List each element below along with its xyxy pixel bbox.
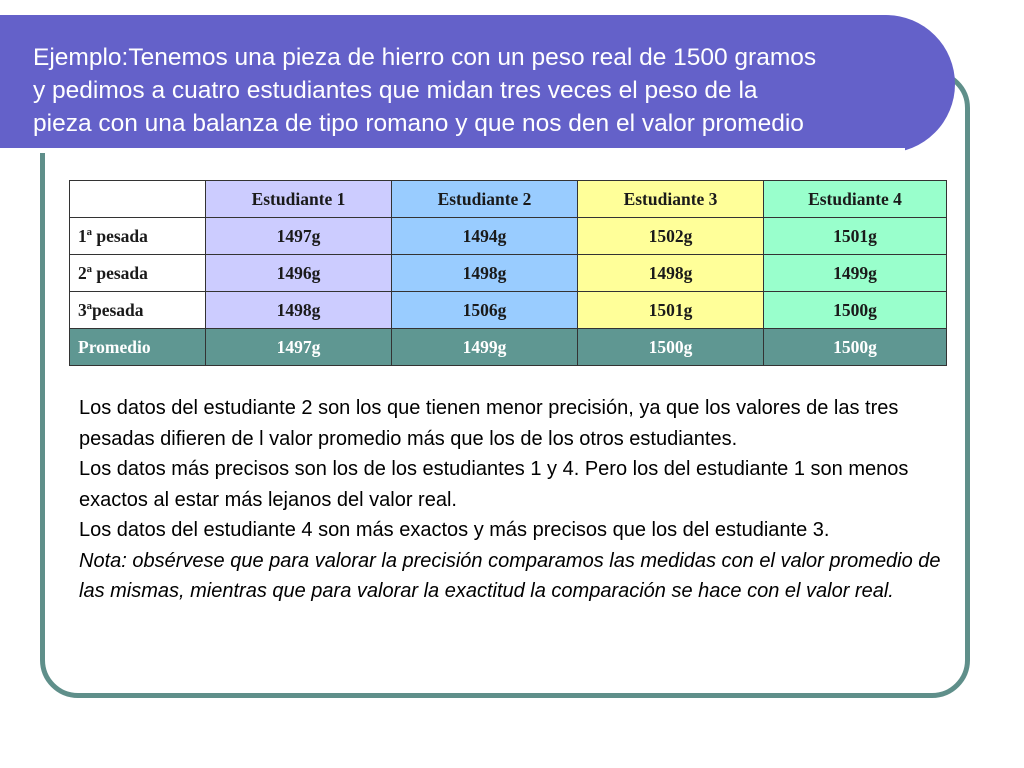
average-cell: 1500g bbox=[578, 329, 764, 366]
header-student-1: Estudiante 1 bbox=[206, 181, 392, 218]
title-line-3: pieza con una balanza de tipo romano y que nos den el valor promedio bbox=[33, 110, 804, 137]
title-bar bbox=[0, 15, 955, 153]
paragraph: Los datos más precisos son los de los estudiantes 1 y 4. Pero los del estudiante 1 son menos exactos al estar más lejanos del valor real. bbox=[79, 458, 909, 511]
table-cell: 1497g bbox=[206, 218, 392, 255]
table-cell: 1502g bbox=[578, 218, 764, 255]
title-line-2: y pedimos a cuatro estudiantes que midan tres veces el peso de la bbox=[33, 77, 758, 104]
average-row bbox=[70, 329, 947, 366]
row-label: 2ª pesada bbox=[70, 255, 206, 292]
title-underline bbox=[0, 148, 905, 153]
row-label: 3ªpesada bbox=[70, 292, 206, 329]
title-line-1: Ejemplo:Tenemos una pieza de hierro con un peso real de 1500 gramos bbox=[33, 44, 817, 71]
paragraph: Los datos del estudiante 4 son más exactos y más precisos que los del estudiante 3. bbox=[79, 519, 830, 541]
header-corner bbox=[70, 181, 206, 218]
table-cell: 1499g bbox=[764, 255, 947, 292]
table-cell: 1498g bbox=[206, 292, 392, 329]
table-cell: 1500g bbox=[764, 292, 947, 329]
header-student-4: Estudiante 4 bbox=[764, 181, 947, 218]
table-cell: 1494g bbox=[392, 218, 578, 255]
header-student-2: Estudiante 2 bbox=[392, 181, 578, 218]
table-row bbox=[70, 255, 947, 292]
row-label: 1ª pesada bbox=[70, 218, 206, 255]
explanation-text bbox=[79, 393, 959, 607]
average-cell: 1500g bbox=[764, 329, 947, 366]
table-cell: 1496g bbox=[206, 255, 392, 292]
table-row bbox=[70, 292, 947, 329]
average-label: Promedio bbox=[70, 329, 206, 366]
slide-title bbox=[33, 41, 953, 140]
weighings-table bbox=[69, 180, 947, 366]
paragraph: Los datos del estudiante 2 son los que tienen menor precisión, ya que los valores de las tres pesadas difieren de l valor promedio más que los de los otros estudiantes. bbox=[79, 397, 899, 450]
table-header-row bbox=[70, 181, 947, 218]
table-cell: 1498g bbox=[392, 255, 578, 292]
table-row bbox=[70, 218, 947, 255]
table-cell: 1506g bbox=[392, 292, 578, 329]
table-cell: 1501g bbox=[764, 218, 947, 255]
note-paragraph: Nota: obsérvese que para valorar la precisión comparamos las medidas con el valor promedio de las mismas, mientras que para valorar la exactitud la comparación se hace con el valor real. bbox=[79, 549, 941, 602]
average-cell: 1497g bbox=[206, 329, 392, 366]
table-cell: 1498g bbox=[578, 255, 764, 292]
table-cell: 1501g bbox=[578, 292, 764, 329]
header-student-3: Estudiante 3 bbox=[578, 181, 764, 218]
average-cell: 1499g bbox=[392, 329, 578, 366]
